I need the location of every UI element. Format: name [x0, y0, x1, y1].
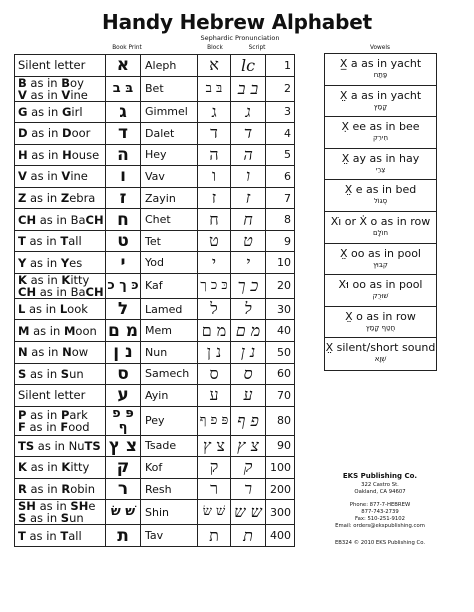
vowel-sound: X̣ ee as in bee — [341, 120, 420, 134]
letter-script: lc — [231, 55, 266, 77]
letter-block: ז — [198, 187, 231, 209]
letter-value: 70 — [266, 385, 295, 407]
letter-block: מ ם — [198, 320, 231, 342]
letter-sound: N as in Now — [15, 342, 106, 364]
letter-row — [15, 435, 295, 457]
letter-script: ז — [231, 187, 266, 209]
letter-book-print: ג — [106, 101, 141, 123]
letter-block: א — [198, 55, 231, 77]
letter-row — [15, 385, 295, 407]
letter-name: Bet — [141, 76, 198, 101]
vowel-sound: Xוּ oo as in pool — [338, 278, 423, 292]
letter-book-print: ע — [106, 385, 141, 407]
vowel-row — [325, 117, 436, 149]
letter-book-print: ק — [106, 457, 141, 479]
vowel-sound: X̤ silent/short sound — [325, 341, 436, 355]
letter-row — [15, 406, 295, 435]
letter-block: ס — [198, 363, 231, 385]
letter-sound: L as in Look — [15, 298, 106, 320]
letter-block: ל — [198, 298, 231, 320]
letter-row — [15, 320, 295, 342]
letter-script: ק — [231, 457, 266, 479]
vowels-table — [324, 53, 437, 371]
header-vowels: Vowels — [369, 45, 390, 51]
letter-name: Lamed — [141, 298, 198, 320]
letter-value: 5 — [266, 144, 295, 166]
vowel-row — [325, 149, 436, 181]
header-block: Block — [207, 45, 223, 51]
letter-value: 100 — [266, 457, 295, 479]
letter-value: 20 — [266, 273, 295, 298]
letter-book-print: נ ן — [106, 342, 141, 364]
letter-book-print: ד — [106, 123, 141, 145]
letter-sound: K as in Kitty CH as in BaCH — [15, 273, 106, 298]
letter-row — [15, 55, 295, 77]
letter-row — [15, 187, 295, 209]
vowel-name: קִבּוּץ — [373, 260, 388, 269]
publisher-address1: 322 Castro St. — [361, 482, 399, 488]
letter-book-print: י — [106, 252, 141, 274]
vowel-sound: X̤ oo as in pool — [340, 246, 421, 260]
letter-script: ס — [231, 363, 266, 385]
letter-script: ב ב — [231, 76, 266, 101]
letter-sound: T as in Tall — [15, 525, 106, 547]
letter-name: Samech — [141, 363, 198, 385]
letter-block: בּ ב — [198, 76, 231, 101]
letter-value: 1 — [266, 55, 295, 77]
letter-book-print: מ ם — [106, 320, 141, 342]
letter-book-print: כּ ך כ — [106, 273, 141, 298]
letter-value: 8 — [266, 209, 295, 231]
letter-sound: H as in House — [15, 144, 106, 166]
publisher-address2: Oakland, CA 94607 — [354, 489, 406, 495]
letter-script: ט — [231, 230, 266, 252]
letter-block: כּ כ ך — [198, 273, 231, 298]
letter-row — [15, 273, 295, 298]
letter-sound: P as in Park F as in Food — [15, 406, 106, 435]
letter-name: Hey — [141, 144, 198, 166]
letter-name: Tav — [141, 525, 198, 547]
vowel-name: פַּתַח — [373, 71, 388, 79]
subtitle: Sephardic Pronunciation — [200, 34, 280, 42]
letter-block: ק — [198, 457, 231, 479]
letter-sound: Z as in Zebra — [15, 187, 106, 209]
vowel-name: שְׁוָא — [374, 355, 387, 364]
letter-book-print: א — [106, 55, 141, 77]
letter-block: ת — [198, 525, 231, 547]
letter-sound: K as in Kitty — [15, 457, 106, 479]
letter-book-print: ס — [106, 363, 141, 385]
vowel-name: חִירִק — [372, 134, 389, 143]
letter-block: י — [198, 252, 231, 274]
publisher-phone2: 877-743-2739 — [361, 509, 399, 515]
letter-row — [15, 166, 295, 188]
letter-block: ט — [198, 230, 231, 252]
letter-value: 9 — [266, 230, 295, 252]
letter-row — [15, 478, 295, 500]
letter-name: Gimmel — [141, 101, 198, 123]
letter-block: ג — [198, 101, 231, 123]
vowel-row — [325, 86, 436, 118]
letter-sound: V as in Vine — [15, 166, 106, 188]
letter-sound: SH as in SHe S as in Sun — [15, 500, 106, 525]
letter-name: Tet — [141, 230, 198, 252]
letter-value: 30 — [266, 298, 295, 320]
vowel-row — [325, 180, 436, 212]
letter-name: Kaf — [141, 273, 198, 298]
letter-sound: R as in Robin — [15, 478, 106, 500]
letter-row — [15, 500, 295, 525]
letter-block: צ ץ — [198, 435, 231, 457]
letter-sound: Silent letter — [15, 55, 106, 77]
letter-book-print: ר — [106, 478, 141, 500]
vowel-row — [325, 275, 436, 307]
letter-name: Dalet — [141, 123, 198, 145]
letter-script: ש ש — [231, 500, 266, 525]
letter-row — [15, 342, 295, 364]
letter-row — [15, 252, 295, 274]
letter-book-print: ל — [106, 298, 141, 320]
letter-sound: G as in Girl — [15, 101, 106, 123]
letter-name: Mem — [141, 320, 198, 342]
letter-sound: B as in Boy V as in Vine — [15, 76, 106, 101]
letter-sound: Y as in Yes — [15, 252, 106, 274]
vowel-row — [325, 338, 436, 370]
letter-name: Yod — [141, 252, 198, 274]
vowel-row — [325, 212, 436, 244]
letter-script: ו — [231, 166, 266, 188]
letter-book-print: ו — [106, 166, 141, 188]
copyright: EB324 © 2010 EKS Publishing Co. — [334, 540, 426, 546]
letter-sound: M as in Moon — [15, 320, 106, 342]
vowel-sound: X̤ e as in bed — [344, 183, 417, 197]
letter-book-print: בּ ב — [106, 76, 141, 101]
letter-value: 4 — [266, 123, 295, 145]
letter-script: צ ץ — [231, 435, 266, 457]
letter-sound: TS as in NuTS — [15, 435, 106, 457]
vowel-name: חוֹלָם — [372, 228, 389, 237]
letter-block: שׁ שׂ — [198, 500, 231, 525]
vowel-row — [325, 54, 436, 86]
letter-name: Resh — [141, 478, 198, 500]
letter-book-print: ט — [106, 230, 141, 252]
vowel-name: קָמַץ — [373, 102, 388, 111]
letter-sound: T as in Tall — [15, 230, 106, 252]
letter-row — [15, 101, 295, 123]
letter-book-print: שׁ שׂ — [106, 500, 141, 525]
letter-book-print: פּ פ ף — [106, 406, 141, 435]
letter-block: ע — [198, 385, 231, 407]
letter-value: 40 — [266, 320, 295, 342]
letter-book-print: ח — [106, 209, 141, 231]
vowel-name: צֵרֵי — [375, 165, 386, 174]
letter-value: 6 — [266, 166, 295, 188]
letter-script: ל — [231, 298, 266, 320]
letter-book-print: ה — [106, 144, 141, 166]
letter-row — [15, 457, 295, 479]
letter-sound: CH as in BaCH — [15, 209, 106, 231]
vowel-sound: X̲ a as in yacht — [339, 57, 422, 70]
letter-sound: S as in Sun — [15, 363, 106, 385]
vowel-sound: X̤ o as in row — [345, 309, 416, 323]
page-title: Handy Hebrew Alphabet — [102, 10, 372, 34]
letter-block: ח — [198, 209, 231, 231]
letter-book-print: צ ץ — [106, 435, 141, 457]
letter-book-print: ת — [106, 525, 141, 547]
letter-block: ר — [198, 478, 231, 500]
letter-row — [15, 525, 295, 547]
letter-value: 200 — [266, 478, 295, 500]
letter-script: ע — [231, 385, 266, 407]
letter-name: Aleph — [141, 55, 198, 77]
vowel-sound: X̤ ay as in hay — [341, 151, 420, 165]
letter-sound: D as in Door — [15, 123, 106, 145]
alphabet-table — [14, 54, 295, 547]
letter-row — [15, 363, 295, 385]
letter-row — [15, 144, 295, 166]
letter-value: 300 — [266, 500, 295, 525]
publisher-fax: Fax: 510-251-9102 — [355, 516, 405, 522]
letter-value: 50 — [266, 342, 295, 364]
letter-block: ו — [198, 166, 231, 188]
letter-value: 80 — [266, 406, 295, 435]
letter-script: כ ך — [231, 273, 266, 298]
letter-block: ה — [198, 144, 231, 166]
letter-row — [15, 209, 295, 231]
letter-name: Nun — [141, 342, 198, 364]
letter-block: פּ פ ף — [198, 406, 231, 435]
letter-value: 60 — [266, 363, 295, 385]
letter-book-print: ז — [106, 187, 141, 209]
letter-script: י — [231, 252, 266, 274]
letter-script: ח — [231, 209, 266, 231]
letter-row — [15, 123, 295, 145]
letter-script: פ ף — [231, 406, 266, 435]
letter-script: ג — [231, 101, 266, 123]
letter-name: Chet — [141, 209, 198, 231]
vowel-sound: X̤ a as in yacht — [339, 88, 422, 102]
letter-name: Kof — [141, 457, 198, 479]
publisher-phone1: Phone: 877-7-HEBREW — [349, 502, 411, 508]
letter-name: Shin — [141, 500, 198, 525]
letter-value: 90 — [266, 435, 295, 457]
letter-block: ד — [198, 123, 231, 145]
letter-name: Ayin — [141, 385, 198, 407]
letter-row — [15, 298, 295, 320]
header-book-print: Book Print — [112, 45, 142, 51]
letter-row — [15, 230, 295, 252]
letter-script: ת — [231, 525, 266, 547]
vowel-row — [325, 244, 436, 276]
letter-name: Tsade — [141, 435, 198, 457]
letter-script: ה — [231, 144, 266, 166]
vowel-name: סֶגּוֹל — [373, 197, 388, 206]
letter-name: Vav — [141, 166, 198, 188]
letter-script: נ ן — [231, 342, 266, 364]
vowel-row — [325, 307, 436, 339]
publisher-email: Email: orders@ekspublishing.com — [335, 523, 425, 529]
vowel-name: שׁוּרֻק — [372, 292, 389, 301]
publisher-name: EKS Publishing Co. — [342, 472, 418, 480]
letter-name: Pey — [141, 406, 198, 435]
letter-value: 3 — [266, 101, 295, 123]
letter-value: 7 — [266, 187, 295, 209]
vowel-sound: Xוֹ or Ẋ o as in row — [330, 214, 431, 228]
letter-value: 2 — [266, 76, 295, 101]
letter-value: 400 — [266, 525, 295, 547]
letter-sound: Silent letter — [15, 385, 106, 407]
letter-name: Zayin — [141, 187, 198, 209]
letter-script: ד — [231, 123, 266, 145]
header-script: Script — [248, 45, 266, 51]
letter-script: מ ם — [231, 320, 266, 342]
letter-script: ר — [231, 478, 266, 500]
letter-block: נ ן — [198, 342, 231, 364]
letter-value: 10 — [266, 252, 295, 274]
letter-row — [15, 76, 295, 101]
vowel-name: חֲטַף קָמַץ — [365, 323, 396, 332]
